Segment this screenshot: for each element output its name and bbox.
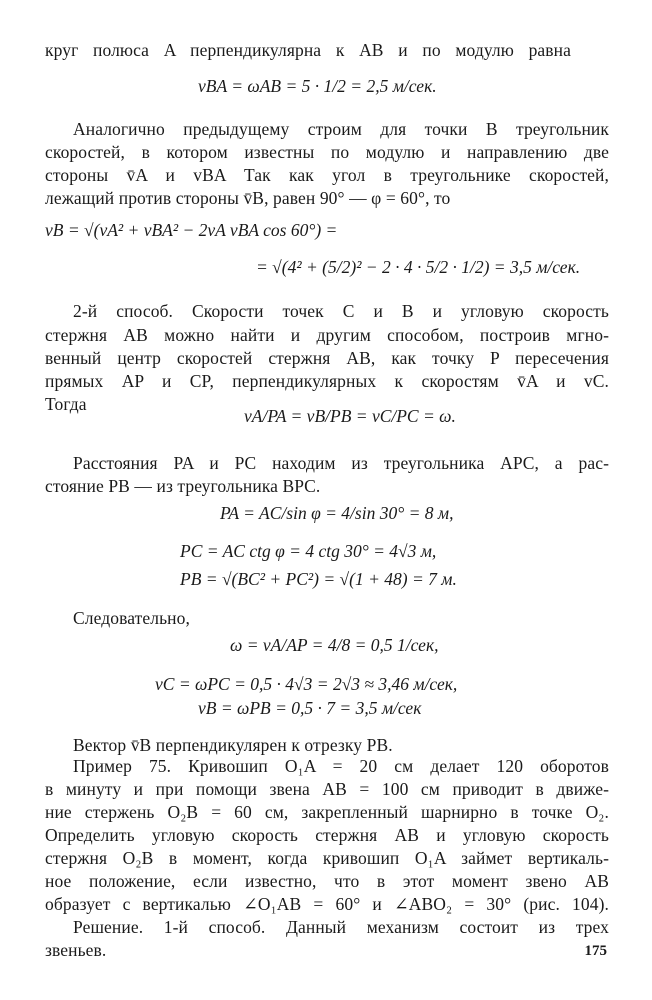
text-line: стояние PB — из треугольника BPC. bbox=[45, 476, 321, 496]
text-line: Вектор v̄B перпендикулярен к отрезку PB. bbox=[73, 735, 393, 755]
text-line: скоростей, в котором известны по модулю и направлению две bbox=[45, 142, 609, 162]
formula: PC = AC ctg φ = 4 ctg 30° = 4√3 м, bbox=[180, 541, 437, 561]
text-line: венный центр скоростей стержня AB, как точку P пересечения bbox=[45, 348, 609, 368]
text-line: звеньев. bbox=[45, 940, 107, 960]
formula: vB = ωPB = 0,5 · 7 = 3,5 м/сек bbox=[198, 698, 422, 718]
text-line: лежащий против стороны v̄B, равен 90° — φ = 60°, то bbox=[45, 188, 451, 208]
text-line: 2-й способ. Скорости точек C и B и угловую скорость bbox=[73, 301, 609, 321]
text-line: образует с вертикалью ∠O₁AB = 60° и ∠ABO₂ = 30° (рис. 104). bbox=[45, 894, 609, 914]
text-line: Решение. 1-й способ. Данный механизм состоит из трех bbox=[73, 917, 609, 937]
formula: = √(4² + (5/2)² − 2 · 4 · 5/2 · 1/2) = 3,5 м/сек. bbox=[256, 257, 581, 277]
formula: vB = √(vA² + vBA² − 2vA vBA cos 60°) = bbox=[45, 220, 338, 240]
text-line: Тогда bbox=[45, 394, 87, 414]
text-line: круг полюса A перпендикулярна к AB и по модулю равна bbox=[45, 40, 571, 60]
text-line: Следовательно, bbox=[73, 608, 190, 628]
formula: vBA = ωAB = 5 · 1/2 = 2,5 м/сек. bbox=[198, 76, 437, 96]
text-line: Аналогично предыдущему строим для точки B треугольник bbox=[73, 119, 609, 139]
page-number: 175 bbox=[584, 943, 607, 959]
text-line: Пример 75. Кривошип O₁A = 20 см делает 120 оборотов bbox=[73, 756, 609, 776]
text-line: Расстояния PA и PC находим из треугольника APC, а рас- bbox=[73, 453, 609, 473]
text-line: прямых AP и CP, перпендикулярных к скоростям v̄A и vC. bbox=[45, 371, 609, 391]
text-line: Определить угловую скорость стержня AB и угловую скорость bbox=[45, 825, 609, 845]
formula: vA/PA = vB/PB = vC/PC = ω. bbox=[244, 406, 456, 426]
text-line: в минуту и при помощи звена AB = 100 см приводит в движе- bbox=[45, 779, 609, 799]
text-line: стержня AB можно найти и другим способом, построив мгно- bbox=[45, 325, 609, 345]
text-line: ное положение, если известно, что в этот момент звено AB bbox=[45, 871, 609, 891]
text-line: стороны v̄A и vBA Так как угол в треугольнике скоростей, bbox=[45, 165, 609, 185]
formula: PA = AC/sin φ = 4/sin 30° = 8 м, bbox=[220, 503, 454, 523]
formula: PB = √(BC² + PC²) = √(1 + 48) = 7 м. bbox=[180, 569, 457, 589]
text-line: стержня O₂B в момент, когда кривошип O₁A займет вертикаль- bbox=[45, 848, 609, 868]
formula: ω = vA/AP = 4/8 = 0,5 1/сек, bbox=[230, 635, 439, 655]
formula: vC = ωPC = 0,5 · 4√3 = 2√3 ≈ 3,46 м/сек, bbox=[155, 674, 458, 694]
text-line: ние стержень O₂B = 60 см, закрепленный шарнирно в точке O₂. bbox=[45, 802, 609, 822]
